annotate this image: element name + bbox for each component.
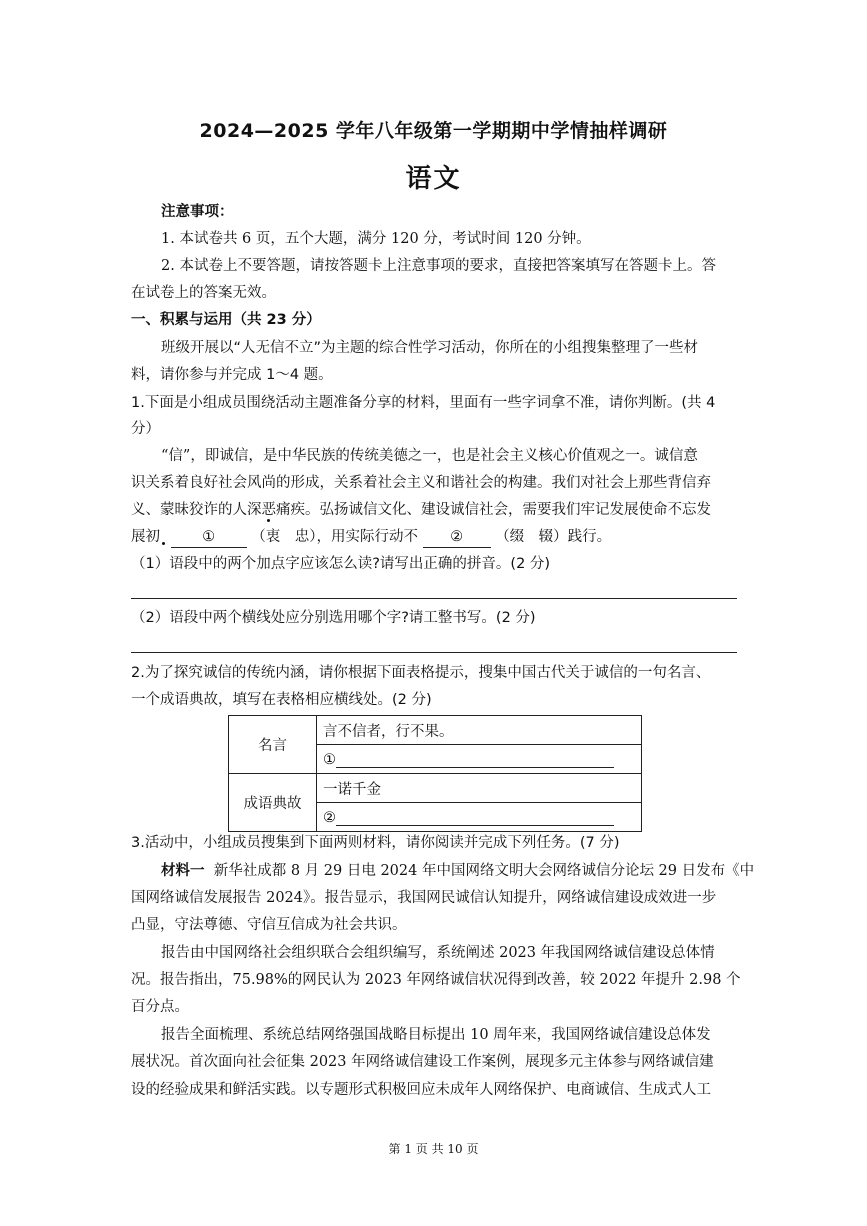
q1-blank-2[interactable] (423, 527, 491, 548)
q1-blank-2-mark: ② (450, 529, 464, 545)
q3-material-1 (161, 861, 754, 881)
page-footer: 第 1 页 共 10 页 (388, 1142, 479, 1156)
answer-line-1[interactable] (131, 598, 737, 599)
table-quote-value: 言不信者，行不果。 (317, 716, 642, 745)
material-1-line1: 新华社成都 8 月 29 日电 2024 年中国网络文明大会网络诚信分论坛 29 日发布《中 (213, 863, 755, 879)
notes-item-2: 2. 本试卷上不要答题，请按答题卡上注意事项的要求，直接把答案填写在答题卡上。答 (161, 258, 716, 274)
q1-blank-2-hint: （缀 辍）践行。 (495, 529, 612, 545)
q1-sub-1: （1）语段中的两个加点字应该怎么读?请写出正确的拼音。(2 分) (131, 556, 551, 572)
q1-line4-pre: 展初 (131, 529, 160, 545)
q2-stem: 2.为了探究诚信的传统内涵，请你根据下面表格提示，搜集中国古代关于诚信的一句名言、 (131, 665, 711, 681)
exam-title: 2024—2025 学年八年级第一学期期中学情抽样调研 (199, 120, 668, 142)
material-para-3: 报告全面梳理、系统总结网络强国战略目标提出 10 周年来，我国网络诚信建设总体发 (161, 1027, 711, 1043)
notes-item-1: 1. 本试卷共 6 页，五个大题，满分 120 分，考试时间 120 分钟。 (161, 231, 591, 247)
section-heading: 一、积累与运用（共 23 分） (131, 312, 321, 328)
material-para-3-line2: 展状况。首次面向社会征集 2023 年网络诚信建设工作案例，展现多元主体参与网络诚信建 (131, 1054, 714, 1070)
table-fill-line-2[interactable] (336, 809, 614, 826)
material-para-2-line3: 百分点。 (131, 999, 189, 1015)
table-blank-mark-1: ① (323, 751, 336, 768)
dotted-char-wu: 恶 (261, 502, 276, 518)
section-intro-cont: 料，请你参与并完成 1～4 题。 (131, 367, 333, 383)
q1-paragraph-line3 (131, 500, 711, 520)
q3-stem: 3.活动中，小组成员搜集到下面两则材料，请你阅读并完成下列任务。(7 分) (131, 835, 620, 851)
material-para-2-line2: 况。报告指出，75.98%的网民认为 2023 年网络诚信状况得到改善，较 2022 年提升 2.98 个 (131, 972, 741, 988)
table-label-quote: 名言 (229, 716, 317, 774)
q1-sub-2: （2）语段中两个横线处应分别选用哪个字?请工整书写。(2 分) (131, 610, 536, 626)
table-idiom-value: 一诺千金 (317, 774, 642, 803)
material-1-label: 材料一 (161, 863, 205, 879)
material-para-2: 报告由中国网络社会组织联合会组织编写，系统阐述 2023 年我国网络诚信建设总体情 (161, 945, 715, 961)
section-intro: 班级开展以“人无信不立”为主题的综合性学习活动，你所在的小组搜集整理了一些材 (161, 340, 699, 356)
q1-line3-post: 痛疾。弘扬诚信文化、建设诚信社会，需要我们牢记发展使命不忘发 (276, 502, 711, 518)
table-label-idiom: 成语典故 (229, 774, 317, 832)
q1-stem-cont: 分） (131, 421, 160, 437)
notes-item-2-cont: 在试卷上的答案无效。 (131, 285, 276, 301)
notes-heading: 注意事项： (161, 204, 234, 220)
q2-stem-cont: 一个成语典故，填写在表格相应横线处。(2 分) (131, 692, 432, 708)
q1-blank-1-hint: （衷 忠），用实际行动不 (251, 529, 418, 545)
q1-blank-1[interactable] (171, 527, 247, 548)
answer-line-2[interactable] (131, 652, 737, 653)
subject-title: 语文 (405, 164, 462, 194)
q2-table (228, 715, 642, 832)
q1-line3-pre: 义、蒙昧狡诈的人深 (131, 502, 262, 518)
q1-stem: 1.下面是小组成员围绕活动主题准备分享的材料，里面有一些字词拿不准，请你判断。(共 4 (131, 395, 716, 411)
material-1-line3: 凸显，守法尊德、守信互信成为社会共识。 (131, 917, 407, 933)
material-para-3-line3: 设的经验成果和鲜活实践。以专题形式积极回应未成年人网络保护、电商诚信、生成式人工 (131, 1082, 711, 1098)
table-blank-mark-2: ② (323, 809, 336, 826)
q1-paragraph-line2: 识关系着良好社会风尚的形成，关系着社会主义和谐社会的构建。我们对社会上那些背信弃 (131, 475, 711, 491)
q1-paragraph-line4 (131, 527, 611, 548)
material-1-line2: 国网络诚信发展报告 2024》。报告显示，我国网民诚信认知提升，网络诚信建设成效进一步 (131, 890, 717, 906)
q1-blank-1-mark: ① (202, 529, 216, 545)
table-fill-line-1[interactable] (336, 751, 614, 768)
q1-paragraph: “信”，即诚信，是中华民族的传统美德之一，也是社会主义核心价值观之一。诚信意 (161, 448, 698, 464)
table-idiom-blank[interactable] (317, 803, 642, 832)
table-quote-blank[interactable] (317, 745, 642, 774)
